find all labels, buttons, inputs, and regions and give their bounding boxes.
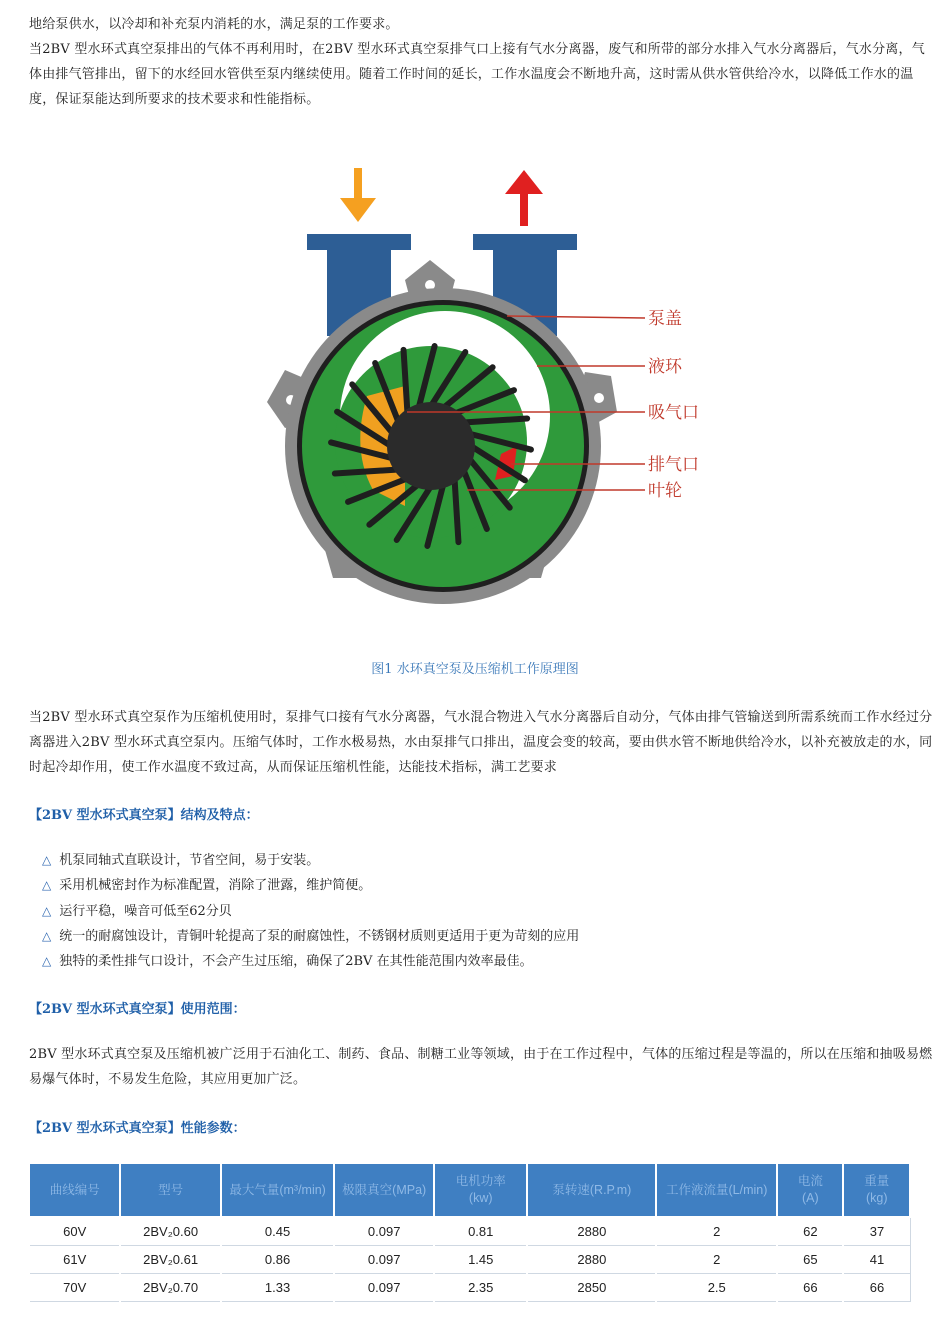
intro-line: 地给泵供水，以冷却和补充泵内消耗的水，满足泵的工作要求。 (29, 17, 399, 32)
performance-table (28, 1162, 911, 1302)
table-row: 70V 2BV₂0.70 1.33 0.097 2.35 2850 2.5 66 66 (29, 1274, 910, 1302)
intro-paragraph: 当2BV 型水环式真空泵排出的气体不再利用时，在2BV 型水环式真空泵排气口上接有气水分离器，废气和所带的部分水排入气水分离器后，气水分离，气体由排气管排出，留下的水经回水管供至泵内继续使用。随着工作时间的延长，工作水温度会不断地升高，这时需从供水管供给冷水，以降低工作水的温度，保证泵能达到所要求的技术要求和性能指标。 (29, 42, 925, 107)
list-item: △ 统一的耐腐蚀设计，青铜叶轮提高了泵的耐腐蚀性，不锈钢材质则更适用于更为苛刻的应用 (42, 928, 580, 944)
triangle-icon: △ (42, 954, 52, 969)
triangle-icon: △ (42, 878, 52, 893)
header-cell: 电流 (A) (777, 1163, 843, 1217)
impeller-hub (387, 402, 475, 490)
header-cell: 极限真空(MPa) (334, 1163, 434, 1217)
label-liquid-ring: 液环 (648, 357, 682, 377)
impeller-blade (404, 350, 408, 414)
triangle-icon: △ (42, 853, 52, 867)
label-impeller: 叶轮 (648, 481, 682, 501)
list-item: △ 采用机械密封作为标准配置，消除了泄露，维护简便。 (42, 878, 372, 894)
header-cell: 曲线编号 (29, 1163, 120, 1217)
header-cell: 最大气量(m³/min) (221, 1163, 335, 1217)
label-discharge-port: 排气口 (648, 455, 699, 475)
usage-paragraph: 2BV 型水环式真空泵及压缩机被广泛用于石油化工、制药、食品、制糖工业等领域，由于在工作过程中，气体的压缩过程是等温的，所以在压缩和抽吸易燃易爆气体时，不易发生危险，其应用更加广泛。 (29, 1047, 933, 1087)
compressor-paragraph: 当2BV 型水环式真空泵作为压缩机使用时，泵排气口接有气水分离器，气水混合物进入气水分离器后自动分，气体由排气管输送到所需系统而工作水经过分离器进入2BV 型水环式真空泵内。压缩气体时，工作水极易热，水由泵排气口排出，温度会变的较高，要由供水管不断地供给冷水，以补充被放走的水，同时起冷却作用，使工作水温度不致过高，从而保证压缩机性能，达能技术指标，满工艺要求 (29, 710, 933, 775)
features-list (42, 848, 579, 974)
triangle-icon: △ (42, 928, 52, 943)
list-item: △ 独特的柔性排气口设计，不会产生过压缩，确保了2BV 在其性能范围内效率最佳。 (42, 954, 533, 970)
label-suction-port: 吸气口 (648, 403, 699, 423)
header-cell: 泵转速(R.P.m) (527, 1163, 656, 1217)
outlet-arrow-icon (505, 170, 543, 226)
features-heading: 【2BV 型水环式真空泵】结构及特点： (29, 808, 259, 823)
triangle-icon: △ (42, 903, 52, 918)
list-item: △ 机泵同轴式直联设计，节省空间，易于安装。 (42, 853, 320, 868)
impeller-blade (463, 419, 527, 423)
header-cell: 电机功率 (kw) (434, 1163, 527, 1217)
figure-caption: 图1 水环真空泵及压缩机工作原理图 (371, 662, 579, 677)
usage-heading: 【2BV 型水环式真空泵】使用范围： (29, 1002, 246, 1017)
impeller-blade (335, 470, 399, 474)
table-row: 61V 2BV₂0.61 0.86 0.097 1.45 2880 2 65 41 (29, 1246, 910, 1274)
header-cell: 型号 (120, 1163, 220, 1217)
table-row: 60V 2BV₂0.60 0.45 0.097 0.81 2880 2 62 37 (29, 1217, 910, 1246)
impeller-blade (455, 478, 459, 542)
header-cell: 工作液流量(L/min) (656, 1163, 777, 1217)
inlet-arrow-icon (340, 168, 376, 222)
label-pump-cover: 泵盖 (648, 309, 682, 329)
table-header-row (29, 1163, 910, 1217)
header-cell: 重量 (kg) (843, 1163, 910, 1217)
list-item: △ 运行平稳，噪音可低至62分贝 (42, 903, 232, 919)
performance-heading: 【2BV 型水环式真空泵】性能参数： (29, 1121, 246, 1136)
pump-diagram (255, 160, 715, 610)
